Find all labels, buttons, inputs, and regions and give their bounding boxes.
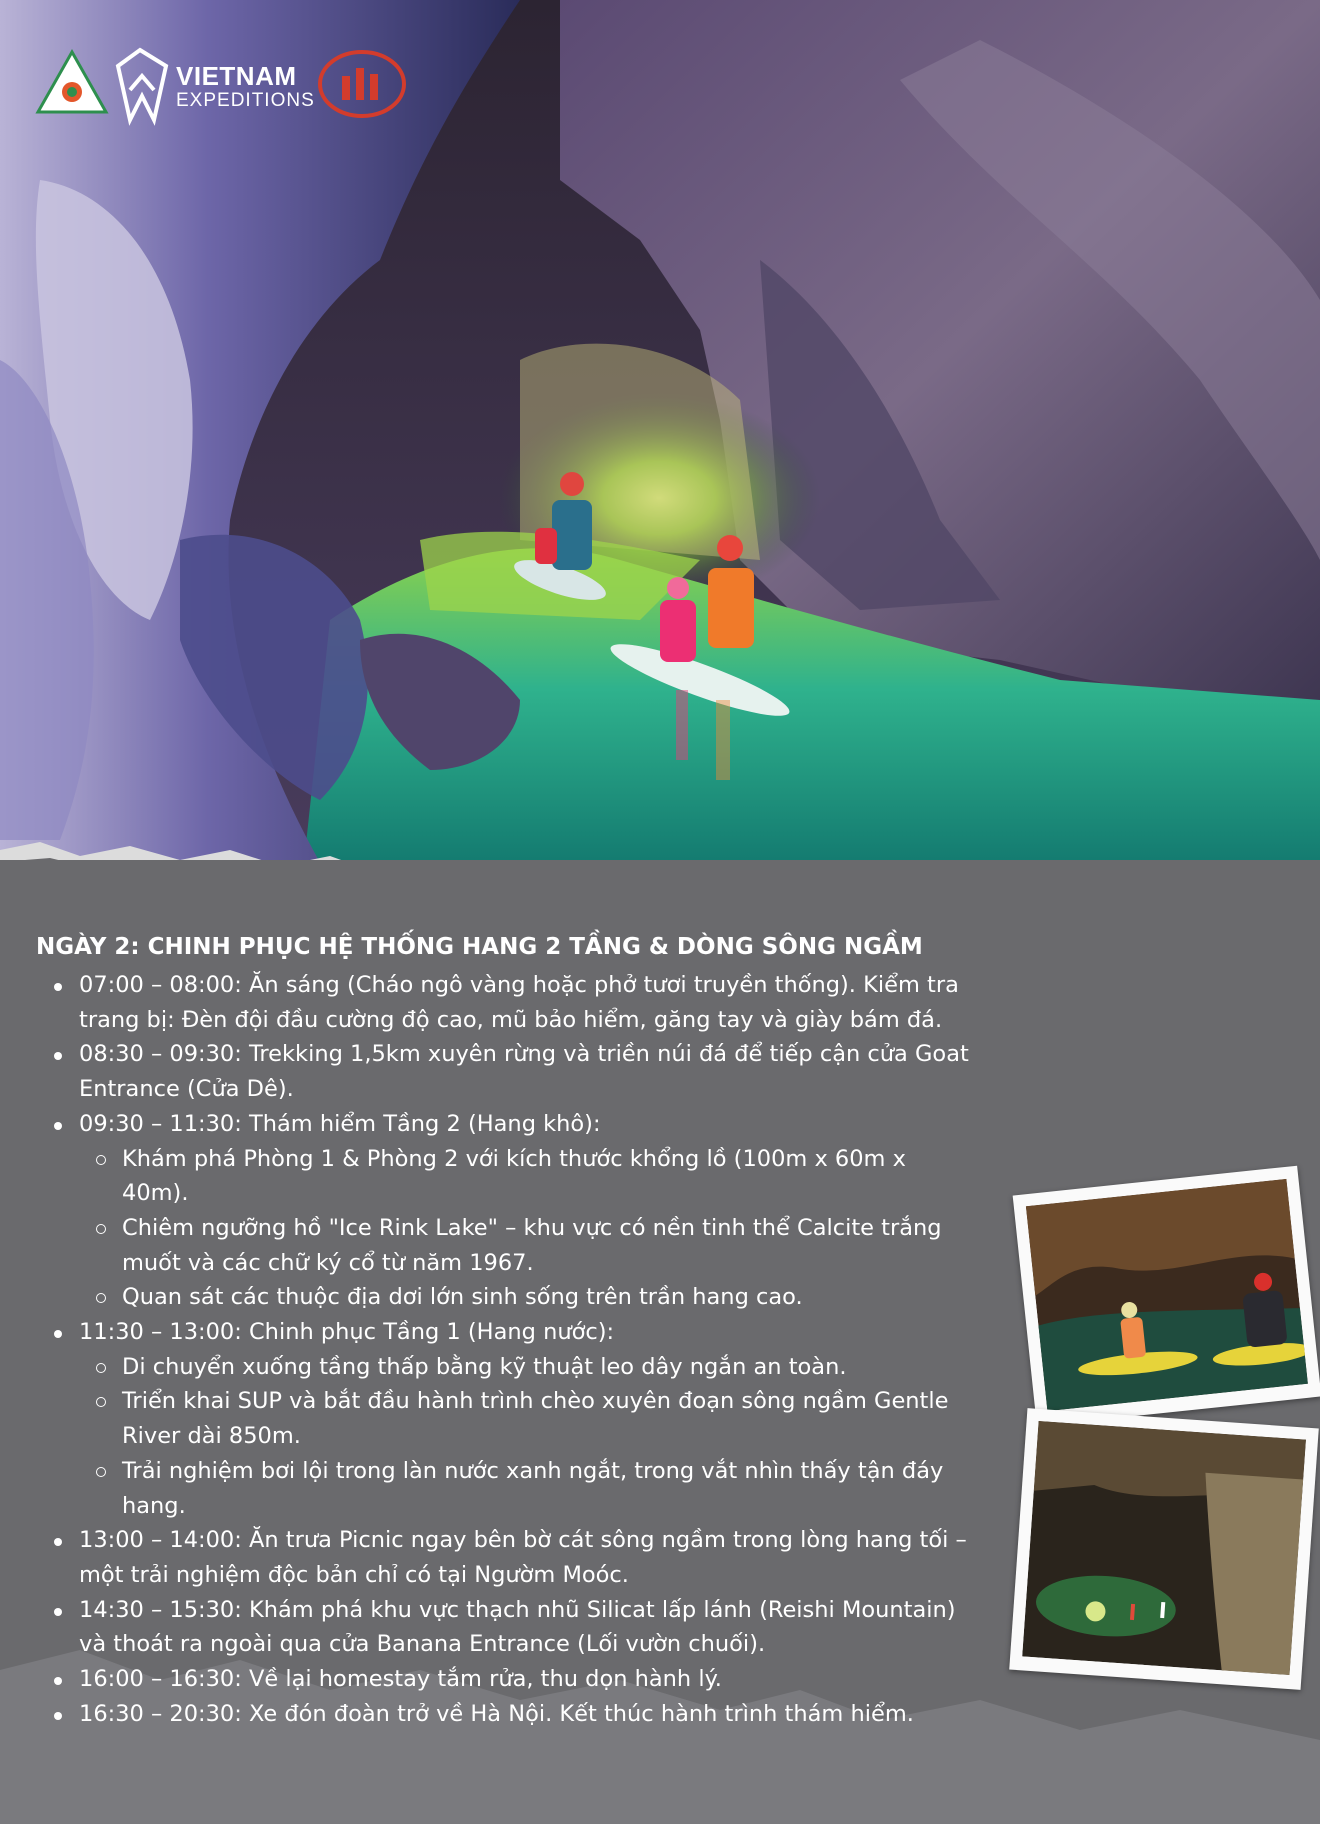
sub-list-item: Triển khai SUP và bắt đầu hành trình chèo xuyên đoạn sông ngầm Gentle River dài 850m. (79, 1384, 976, 1453)
polaroid-photo-sup (1013, 1166, 1320, 1427)
polaroid-photo-cave (1009, 1408, 1319, 1690)
sub-list-item: Chiêm ngưỡng hồ "Ice Rink Lake" – khu vực có nền tinh thể Calcite trắng muốt và các chữ ký cổ từ năm 1967. (79, 1211, 976, 1280)
itinerary (36, 930, 976, 1731)
sub-list-item: Trải nghiệm bơi lội trong làn nước xanh ngắt, trong vắt nhìn thấy tận đáy hang. (79, 1454, 976, 1523)
list-item: 08:30 – 09:30: Trekking 1,5km xuyên rừng và triền núi đá để tiếp cận cửa Goat Entrance (Cửa Dê). (36, 1037, 976, 1106)
sub-list (79, 1350, 976, 1524)
hero-cave-photo (0, 0, 1320, 900)
list-item: 07:00 – 08:00: Ăn sáng (Cháo ngô vàng hoặc phở tươi truyền thống). Kiểm tra trang bị: Đèn đội đầu cường độ cao, mũ bảo hiểm, găng tay và giày bám đá. (36, 968, 976, 1037)
brand-sub: EXPEDITIONS (176, 90, 315, 111)
sub-list-item: Khám phá Phòng 1 & Phòng 2 với kích thước khổng lồ (100m x 60m x 40m). (79, 1142, 976, 1211)
list-item: 14:30 – 15:30: Khám phá khu vực thạch nhũ Silicat lấp lánh (Reishi Mountain) và thoát ra ngoài qua cửa Banana Entrance (Lối vườn chuối). (36, 1593, 976, 1662)
sub-list-item: Di chuyển xuống tầng thấp bằng kỹ thuật leo dây ngắn an toàn. (79, 1350, 976, 1385)
list-item: 16:30 – 20:30: Xe đón đoàn trở về Hà Nội. Kết thúc hành trình thám hiểm. (36, 1697, 976, 1732)
itinerary-title: NGÀY 2: CHINH PHỤC HỆ THỐNG HANG 2 TẦNG & DÒNG SÔNG NGẦM (36, 934, 923, 960)
sub-list (79, 1142, 976, 1316)
list-item: 09:30 – 11:30: Thám hiểm Tầng 2 (Hang khô): Khám phá Phòng 1 & Phòng 2 với kích thước khổng lồ (100m x 60m x 40m). Chiêm ngưỡng hồ "Ice Rink Lake" – khu vực có nền tinh thể Calcite trắng muốt và các chữ ký cổ từ năm 1967. Quan sát các thuộc địa dơi lớn sinh sống trên trần hang cao. (36, 1107, 976, 1315)
list-item: 13:00 – 14:00: Ăn trưa Picnic ngay bên bờ cát sông ngầm trong lòng hang tối – một trải nghiệm độc bản chỉ có tại Ngườm Moóc. (36, 1523, 976, 1592)
brand-logo (176, 62, 315, 112)
itinerary-list (36, 968, 976, 1731)
list-item: 16:00 – 16:30: Về lại homestay tắm rửa, thu dọn hành lý. (36, 1662, 976, 1697)
list-item: 11:30 – 13:00: Chinh phục Tầng 1 (Hang nước): Di chuyển xuống tầng thấp bằng kỹ thuật leo dây ngắn an toàn. Triển khai SUP và bắt đầu hành trình chèo xuyên đoạn sông ngầm Gentle River dài 850m. Trải nghiệm bơi lội trong làn nước xanh ngắt, trong vắt nhìn thấy tận đáy hang. (36, 1315, 976, 1523)
brand-name: VIETNAM (176, 61, 297, 91)
sub-list-item: Quan sát các thuộc địa dơi lớn sinh sống trên trần hang cao. (79, 1280, 976, 1315)
